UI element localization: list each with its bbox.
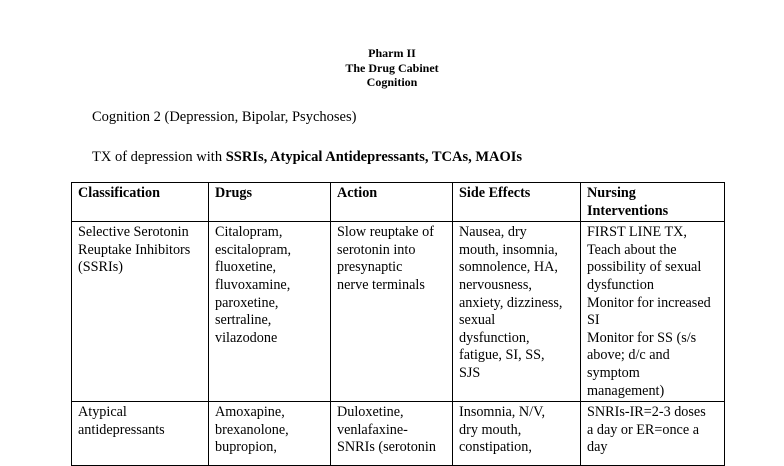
cell-line: Teach about the bbox=[587, 241, 677, 258]
cell-line: somnolence, HA, bbox=[459, 259, 558, 276]
cell-line: above; d/c and bbox=[587, 347, 670, 364]
section-subtitle: Cognition 2 (Depression, Bipolar, Psychoses) bbox=[92, 109, 357, 125]
treatment-prefix: TX of depression with bbox=[92, 149, 226, 165]
header-nursing-interventions: Nursing Interventions bbox=[581, 183, 725, 222]
table-row bbox=[72, 402, 725, 466]
treatment-line bbox=[92, 149, 522, 166]
cell-line: management) bbox=[587, 382, 665, 399]
cell-line: Citalopram, bbox=[215, 224, 283, 241]
cell-line: vilazodone bbox=[215, 329, 278, 346]
cell-line: Reuptake Inhibitors bbox=[78, 241, 191, 258]
cell-line: fatigue, SI, SS, bbox=[459, 347, 545, 364]
cell-line: SNRIs-IR=2-3 doses bbox=[587, 404, 706, 421]
table-header-row bbox=[72, 183, 725, 222]
cell-line: Atypical bbox=[78, 404, 127, 421]
cell-line: venlafaxine- bbox=[337, 421, 408, 438]
cell-line: antidepressants bbox=[78, 421, 165, 438]
header-side-effects: Side Effects bbox=[453, 183, 581, 222]
cell-nursing-interventions bbox=[581, 222, 725, 402]
cell-line: serotonin into bbox=[337, 241, 416, 258]
cell-line: Selective Serotonin bbox=[78, 224, 189, 241]
cell-line: bupropion, bbox=[215, 439, 277, 456]
table-row bbox=[72, 222, 725, 402]
drug-table bbox=[71, 182, 725, 466]
cell-line: SNRIs (serotonin bbox=[337, 439, 436, 456]
cell-line: a day or ER=once a bbox=[587, 421, 699, 438]
cell-nursing-interventions bbox=[581, 402, 725, 466]
document-title: The Drug Cabinet bbox=[345, 60, 439, 75]
cell-line: presynaptic bbox=[337, 259, 403, 276]
cell-line: SI bbox=[587, 312, 600, 329]
cell-line: paroxetine, bbox=[215, 294, 279, 311]
cell-line: sertraline, bbox=[215, 312, 272, 329]
cell-line: sexual bbox=[459, 312, 496, 329]
cell-line: dysfunction bbox=[587, 276, 654, 293]
cell-drugs bbox=[209, 402, 331, 466]
cell-line: possibility of sexual bbox=[587, 259, 702, 276]
cell-line: day bbox=[587, 439, 608, 456]
cell-line: fluoxetine, bbox=[215, 259, 277, 276]
cell-line: dry mouth, bbox=[459, 421, 522, 438]
document-header bbox=[0, 46, 784, 90]
cell-line: FIRST LINE TX, bbox=[587, 224, 687, 241]
cell-line: constipation, bbox=[459, 439, 532, 456]
cell-line: (SSRIs) bbox=[78, 259, 123, 276]
cell-side-effects bbox=[453, 402, 581, 466]
header-action: Action bbox=[331, 183, 453, 222]
treatment-drug-classes: SSRIs, Atypical Antidepressants, TCAs, MAOIs bbox=[225, 149, 523, 165]
cell-line: fluvoxamine, bbox=[215, 276, 291, 293]
cell-line: anxiety, dizziness, bbox=[459, 294, 563, 311]
topic-title: Cognition bbox=[366, 75, 418, 89]
course-title: Pharm II bbox=[368, 46, 416, 60]
cell-line: mouth, insomnia, bbox=[459, 241, 558, 258]
cell-line: Monitor for SS (s/s bbox=[587, 329, 697, 346]
cell-line: dysfunction, bbox=[459, 329, 530, 346]
cell-line: Monitor for increased bbox=[587, 294, 711, 311]
cell-line: nervousness, bbox=[459, 276, 532, 293]
cell-line: SJS bbox=[459, 364, 481, 381]
cell-line: Duloxetine, bbox=[337, 404, 404, 421]
cell-action bbox=[331, 222, 453, 402]
cell-line: brexanolone, bbox=[215, 421, 289, 438]
cell-line: escitalopram, bbox=[215, 241, 292, 258]
cell-side-effects bbox=[453, 222, 581, 402]
cell-line: Amoxapine, bbox=[215, 404, 285, 421]
header-classification: Classification bbox=[72, 183, 209, 222]
cell-classification bbox=[72, 222, 209, 402]
cell-line: Slow reuptake of bbox=[337, 224, 434, 241]
cell-classification bbox=[72, 402, 209, 466]
header-drugs: Drugs bbox=[209, 183, 331, 222]
cell-action bbox=[331, 402, 453, 466]
cell-drugs bbox=[209, 222, 331, 402]
cell-line: nerve terminals bbox=[337, 276, 425, 293]
cell-line: Insomnia, N/V, bbox=[459, 404, 546, 421]
cell-line: symptom bbox=[587, 364, 640, 381]
cell-line: Nausea, dry bbox=[459, 224, 527, 241]
